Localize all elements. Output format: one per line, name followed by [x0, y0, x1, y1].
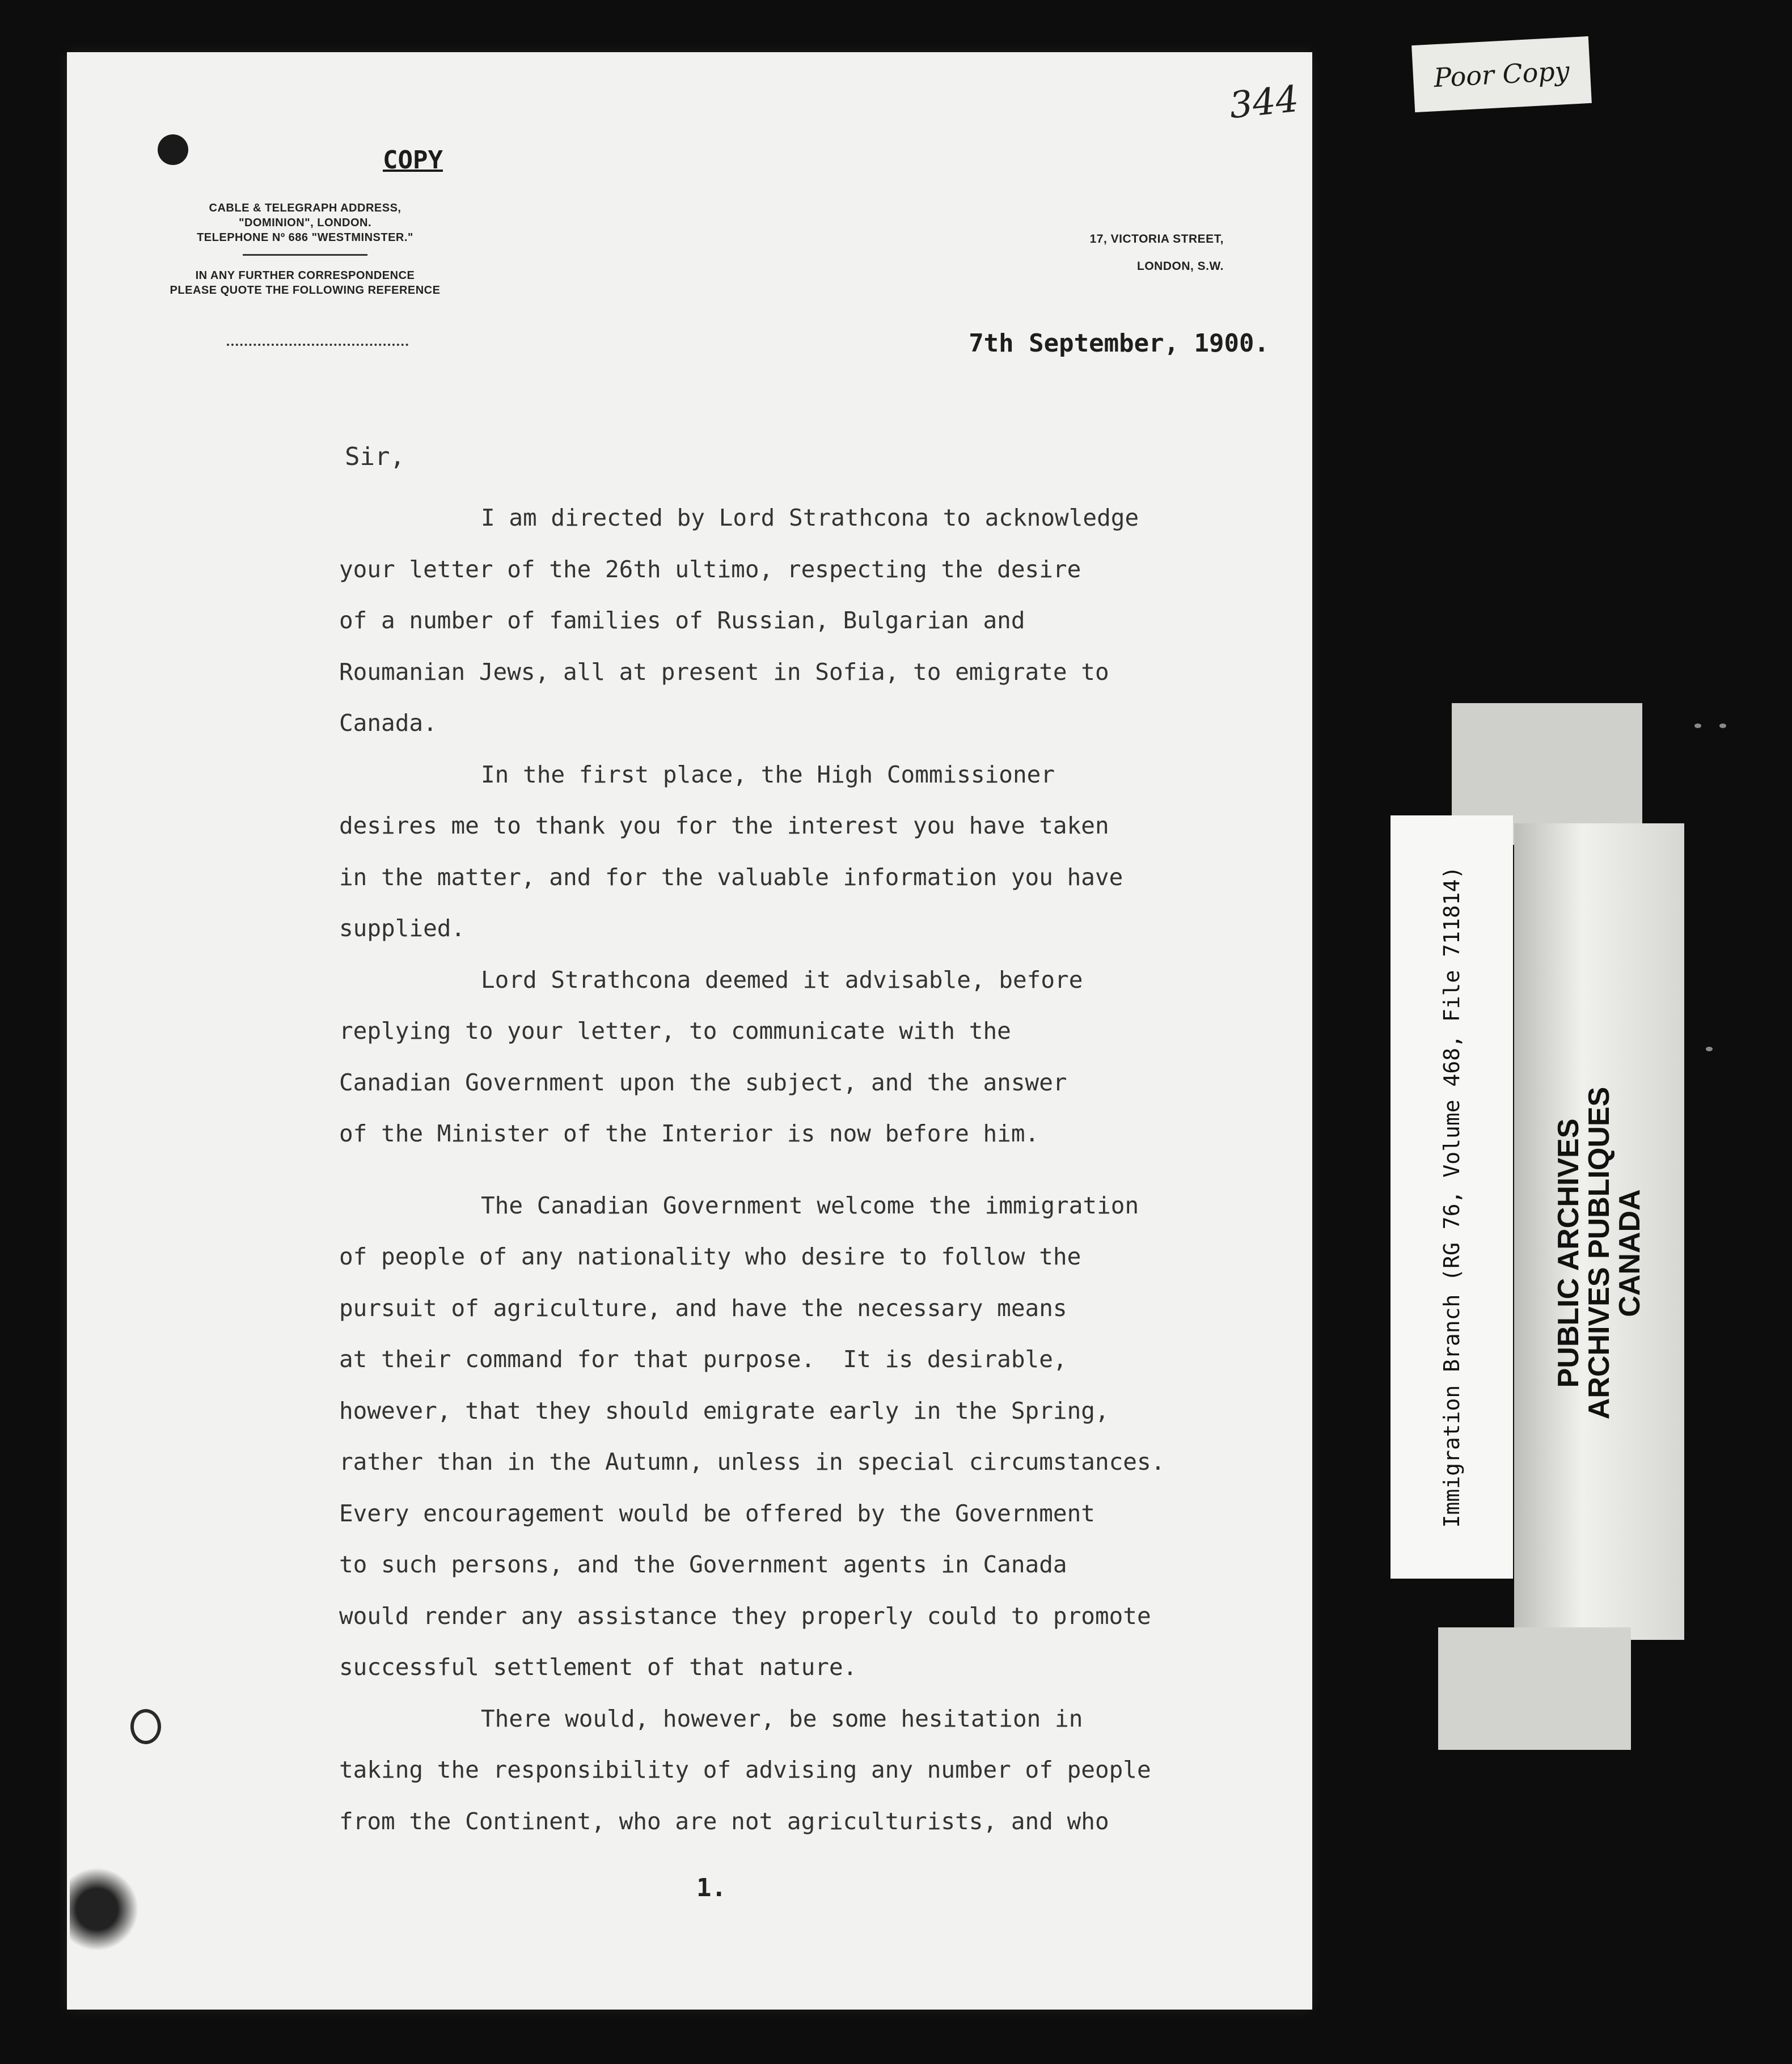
stamp-text-block [1553, 970, 1645, 1537]
body-line: successful settlement of that nature. [339, 1653, 857, 1681]
salutation: Sir, [345, 442, 405, 471]
body-line: Every encouragement would be offered by the Government [339, 1499, 1095, 1527]
punch-hole [158, 134, 188, 165]
letterhead-reference-line-1: IN ANY FURTHER CORRESPONDENCE [195, 269, 415, 282]
letterhead-cable-address: "DOMINION", LONDON. [238, 217, 371, 229]
archive-tape-bottom [1438, 1627, 1631, 1750]
stamp-line: ARCHIVES PUBLIQUES [1583, 1086, 1616, 1420]
letterhead-divider [243, 254, 367, 256]
archive-reference-text: Immigration Branch (RG 76, Volume 468, File 711814) [1439, 866, 1464, 1528]
dust-speck [1719, 724, 1726, 728]
reference-dotted-line [227, 344, 408, 346]
body-line: There would, however, be some hesitation in [481, 1705, 1083, 1732]
body-line: Canadian Government upon the subject, and the answer [339, 1068, 1067, 1096]
letterhead-telephone: TELEPHONE Nº 686 "WESTMINSTER." [197, 231, 413, 244]
letter-date: 7th September, 1900. [969, 329, 1269, 358]
public-archives-stamp [1514, 885, 1684, 1622]
letterhead-contact-block [169, 201, 441, 298]
body-line: In the first place, the High Commissioner [481, 760, 1055, 788]
body-line: would render any assistance they properly could to promote [339, 1602, 1151, 1630]
body-line: I am directed by Lord Strathcona to acknowledge [481, 504, 1139, 531]
letter-page [67, 52, 1312, 2010]
body-line: The Canadian Government welcome the immigration [481, 1191, 1139, 1219]
letterhead-reference-line-2: PLEASE QUOTE THE FOLLOWING REFERENCE [170, 284, 441, 297]
body-line: pursuit of agriculture, and have the necessary means [339, 1294, 1067, 1322]
handwritten-page-number: 344 [1227, 78, 1301, 128]
body-line: Lord Strathcona deemed it advisable, before [481, 966, 1083, 993]
ink-stain [70, 1867, 138, 1952]
body-line: your letter of the 26th ultimo, respecting the desire [339, 555, 1081, 583]
letterhead-cable-line: CABLE & TELEGRAPH ADDRESS, [209, 202, 401, 214]
body-line: of a number of families of Russian, Bulgarian and [339, 607, 1025, 634]
body-line: in the matter, and for the valuable information you have [339, 863, 1123, 891]
dust-speck [1706, 1047, 1713, 1051]
footer-page-number: 1. [696, 1873, 726, 1902]
letterhead-address-block [952, 226, 1224, 280]
body-line: from the Continent, who are not agriculturists, and who [339, 1807, 1109, 1835]
paragraph-gap [339, 1160, 1315, 1180]
body-line: rather than in the Autumn, unless in special circumstances. [339, 1448, 1165, 1475]
binding-ring-mark [130, 1709, 161, 1744]
archive-reference-label [1391, 815, 1513, 1579]
body-line: at their command for that purpose. It is desirable, [339, 1346, 1067, 1373]
body-line: replying to your letter, to communicate with the [339, 1017, 1011, 1044]
copy-heading: COPY [383, 146, 443, 175]
letterhead-street: 17, VICTORIA STREET, [1089, 232, 1224, 246]
letterhead-city: LONDON, S.W. [1137, 260, 1224, 273]
body-line: of people of any nationality who desire to follow the [339, 1243, 1081, 1270]
body-line: desires me to thank you for the interest you have taken [339, 812, 1109, 839]
poor-copy-note: Poor Copy [1411, 36, 1592, 112]
letter-body [339, 492, 1315, 1847]
body-line: taking the responsibility of advising any number of people [339, 1756, 1151, 1783]
body-line: of the Minister of the Interior is now before him. [339, 1120, 1039, 1147]
body-line: supplied. [339, 915, 466, 942]
body-line: however, that they should emigrate early in the Spring, [339, 1397, 1109, 1424]
dust-speck [1694, 724, 1701, 728]
stamp-line: PUBLIC ARCHIVES [1552, 1118, 1585, 1388]
stamp-line: CANADA [1613, 1189, 1646, 1317]
body-line: Canada. [339, 709, 437, 737]
body-line: Roumanian Jews, all at present in Sofia, to emigrate to [339, 658, 1109, 686]
body-line: to such persons, and the Government agents in Canada [339, 1551, 1067, 1578]
